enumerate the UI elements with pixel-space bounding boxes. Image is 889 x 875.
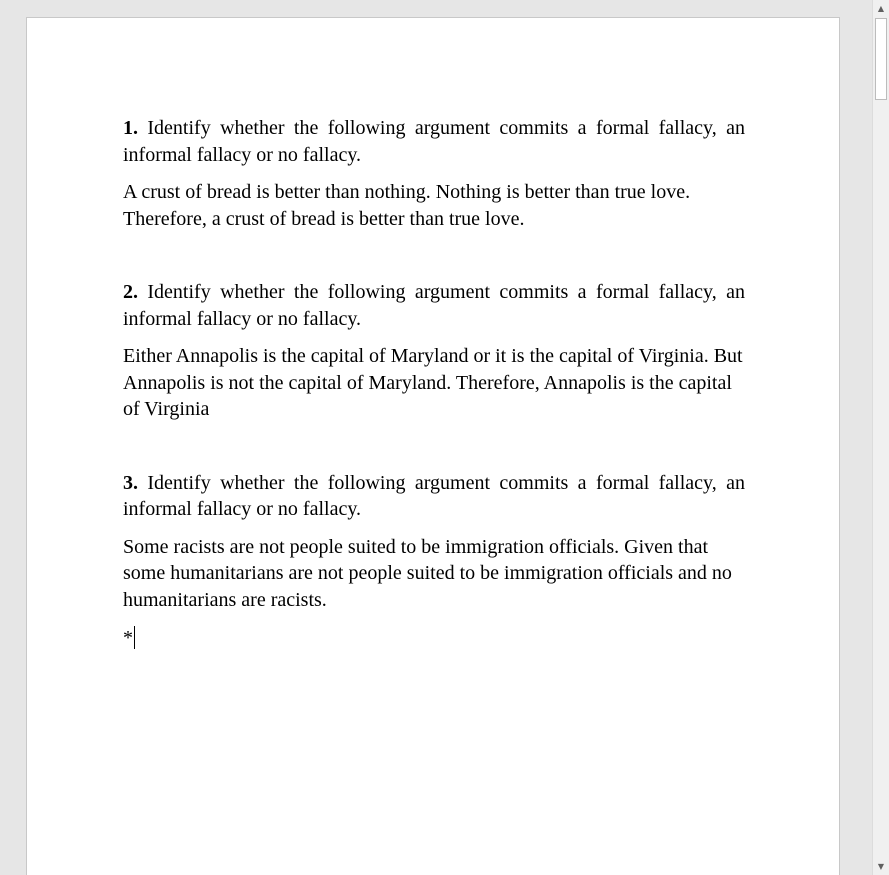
question-block-3 (123, 470, 745, 614)
cursor-line-text: * (123, 627, 133, 649)
triangle-down-icon: ▼ (877, 862, 885, 871)
question-1-text: Identify whether the following argument commits a formal fallacy, an informal fallacy or no fallacy. (123, 117, 746, 166)
question-1-prompt[interactable] (123, 115, 745, 168)
document-body[interactable] (123, 115, 745, 651)
question-3-text: Identify whether the following argument commits a formal fallacy, an informal fallacy or no fallacy. (123, 471, 746, 520)
question-block-2 (123, 279, 745, 423)
triangle-up-icon: ▲ (877, 4, 885, 13)
question-block-1 (123, 115, 745, 232)
question-3-number: 3. (123, 471, 138, 494)
question-3-prompt[interactable] (123, 470, 745, 523)
text-caret (134, 626, 135, 649)
scrollbar-thumb[interactable] (875, 18, 887, 100)
question-1-argument[interactable]: A crust of bread is better than nothing. Nothing is better than true love. Therefore, a crust of bread is better than true love. (123, 181, 691, 230)
question-2-argument[interactable]: Either Annapolis is the capital of Maryland or it is the capital of Virginia. But Annapolis is not the capital of Maryland. Therefore, Annapolis is the capital of Virginia (123, 345, 743, 420)
cursor-line[interactable] (123, 625, 745, 651)
question-3-argument[interactable]: Some racists are not people suited to be immigration officials. Given that some humanitarians are not people suited to be immigration officials and no humanitarians are racists. (123, 535, 732, 611)
question-1-number: 1. (123, 117, 138, 139)
scroll-down-button[interactable] (873, 858, 889, 875)
question-2-prompt[interactable] (123, 279, 745, 332)
document-page[interactable] (26, 17, 840, 875)
scroll-up-button[interactable] (873, 0, 889, 17)
question-2-number: 2. (123, 281, 138, 303)
vertical-scrollbar[interactable] (872, 0, 889, 875)
question-2-text: Identify whether the following argument commits a formal fallacy, an informal fallacy or no fallacy. (123, 281, 746, 330)
